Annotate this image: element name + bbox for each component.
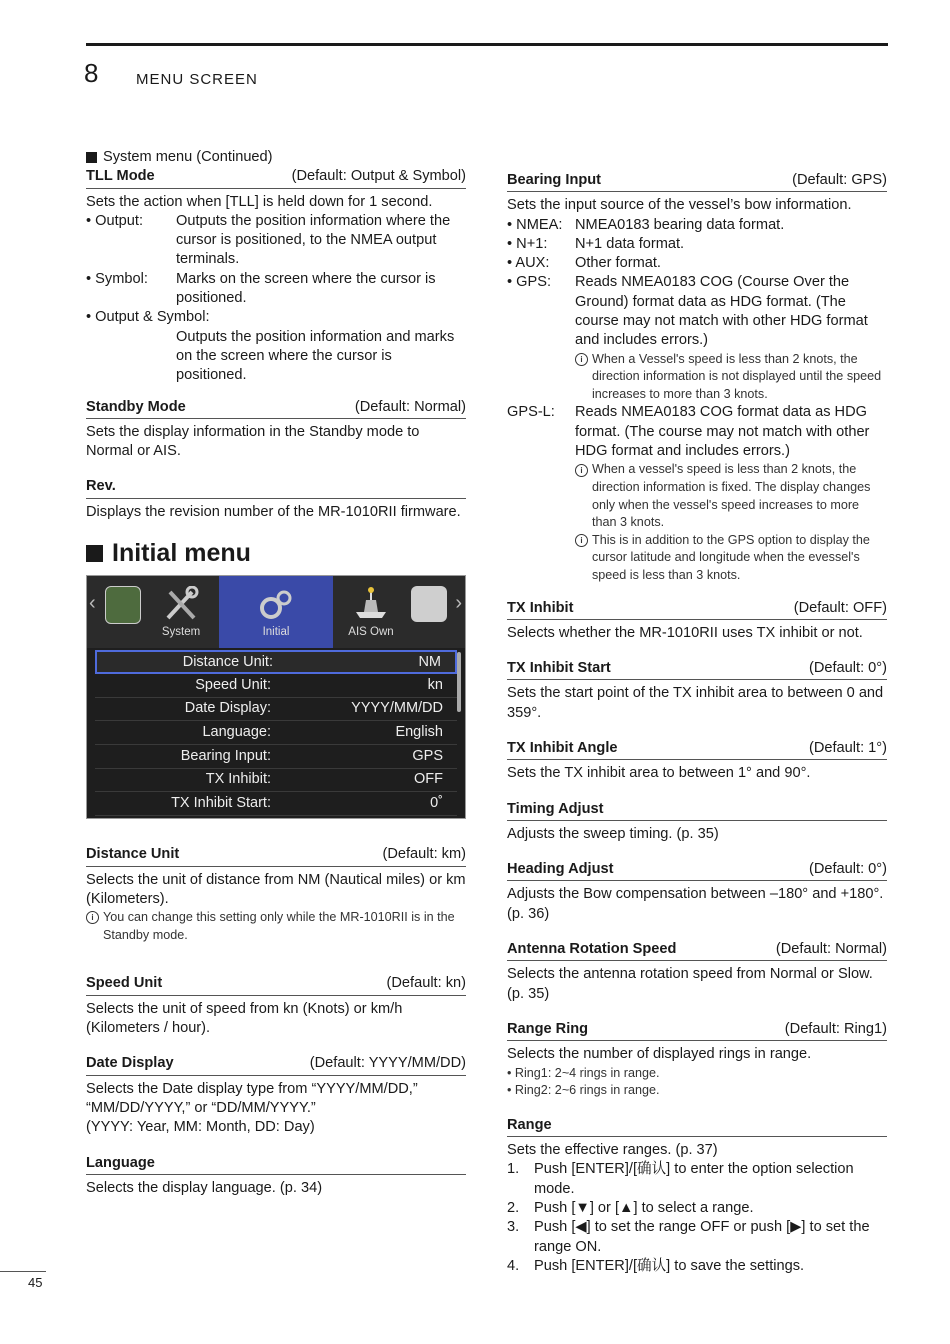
section-default: (Default: Ring1) — [784, 1020, 887, 1037]
section-tx-inhibit-start — [507, 659, 887, 723]
section-default: (Default: 1°) — [808, 739, 887, 756]
step-item: 1. Push [ENTER]/[确认] to enter the option selection mode. — [507, 1161, 854, 1197]
option-item: • Ring2: 2~6 rings in range. — [507, 1083, 660, 1098]
section-default: (Default: Output & Symbol) — [291, 168, 466, 185]
note: i When a vessel's speed is less than 2 knots, the direction information is fixed. The display changes only when the vessel's speed increases to more than 3 knots. — [507, 461, 887, 531]
section-desc: Selects the display language. (p. 34) — [86, 1179, 323, 1196]
scrollbar — [457, 652, 461, 712]
section-rev — [86, 477, 466, 522]
tab-ais-own: AIS Own — [333, 576, 409, 648]
section-default: (Default: 0°) — [808, 861, 887, 878]
option-item: • GPS: Reads NMEA0183 COG (Course Over the Ground) format data as HDG format. (The course may not match with other HDG format and includes errors.) — [507, 274, 868, 349]
section-title: Antenna Rotation Speed — [507, 941, 677, 958]
section-language — [86, 1154, 466, 1199]
section-title: TLL Mode — [86, 168, 155, 185]
section-title: Speed Unit — [86, 975, 163, 992]
chapter-title: MENU SCREEN — [136, 71, 258, 88]
menu-row-bearing-input: Bearing Input: GPS — [95, 745, 457, 769]
option-item: • Ring1: 2~4 rings in range. — [507, 1065, 660, 1080]
section-desc: Sets the display information in the Standby mode to Normal or AIS. — [86, 423, 420, 460]
menu-row-speed-unit: Speed Unit: kn — [95, 674, 457, 698]
right-column — [507, 171, 887, 1276]
option-item: • Output: Outputs the position information where the cursor is positioned, to the NMEA output terminals. — [86, 212, 451, 268]
chevron-left-icon: ‹ — [89, 592, 96, 615]
note: i You can change this setting only while the MR-1010RII is in the Standby mode. — [86, 909, 466, 944]
section-default: (Default: OFF) — [793, 599, 887, 616]
section-title: Distance Unit — [86, 846, 180, 863]
tab-system: System — [131, 576, 231, 648]
section-default: (Default: kn) — [386, 975, 466, 992]
menu-rows — [95, 650, 457, 816]
section-desc: (YYYY: Year, MM: Month, DD: Day) — [86, 1119, 315, 1136]
section-title: Bearing Input — [507, 172, 602, 188]
section-desc: Sets the TX inhibit area to between 1° and 90°. — [507, 765, 811, 782]
option-item: • N+1: N+1 data format. — [507, 235, 685, 252]
section-title: TX Inhibit Angle — [507, 739, 618, 756]
section-title: TX Inhibit Start — [507, 660, 611, 677]
section-antenna-rotation-speed — [507, 940, 887, 1004]
step-item: 3. Push [◀] to set the range OFF or push [▶] to set the range ON. — [507, 1219, 870, 1255]
section-heading-adjust — [507, 860, 887, 924]
menu-row-tx-inhibit: TX Inhibit: OFF — [95, 769, 457, 793]
section-title: Date Display — [86, 1055, 174, 1072]
gauges-icon — [411, 586, 447, 622]
menu-tab-bar — [87, 576, 465, 648]
section-range-ring — [507, 1020, 887, 1100]
boat-icon — [352, 586, 390, 622]
section-desc: Adjusts the Bow compensation between –180° and +180°. (p. 36) — [507, 886, 884, 922]
section-timing-adjust — [507, 800, 887, 845]
gears-icon — [257, 586, 295, 622]
section-desc: Sets the effective ranges. (p. 37) — [507, 1142, 718, 1159]
section-title: Standby Mode — [86, 398, 186, 415]
option-value: Outputs the position information and marks on the screen where the cursor is positioned. — [176, 328, 455, 384]
square-bullet-icon — [86, 545, 103, 562]
info-icon: i — [575, 353, 588, 366]
page-number: 45 — [28, 1275, 43, 1290]
section-standby-mode — [86, 398, 466, 462]
option-item: GPS-L: Reads NMEA0183 COG format data as HDG format. (The course may not match with other HDG format and includes errors.) — [507, 404, 870, 460]
section-desc: Selects the Date display type from “YYYY/MM/DD,” “MM/DD/YYYY,” or “DD/MM/YYYY.” — [86, 1080, 418, 1116]
section-distance-unit — [86, 845, 466, 944]
initial-menu-heading: Initial menu — [86, 544, 466, 563]
note: i When a Vessel's speed is less than 2 knots, the direction information is not displayed until the speed increases to more than 3 knots. — [507, 351, 887, 404]
menu-row-date-display: Date Display: YYYY/MM/DD — [95, 698, 457, 722]
section-desc: Sets the start point of the TX inhibit area to between 0 and 359°. — [507, 685, 884, 721]
section-title: Heading Adjust — [507, 861, 614, 878]
section-bearing-input — [507, 171, 887, 585]
menu-row-tx-inhibit-start: TX Inhibit Start: 0˚ — [95, 792, 457, 816]
section-title: Range Ring — [507, 1020, 589, 1037]
section-title: Range — [507, 1116, 552, 1133]
section-desc: Displays the revision number of the MR-1010RII firmware. — [86, 503, 461, 520]
section-tx-inhibit-angle — [507, 739, 887, 784]
chevron-right-icon: › — [455, 592, 462, 615]
section-desc: Selects the unit of distance from NM (Nautical miles) or km (Kilometers). — [86, 871, 466, 907]
step-item: 4. Push [ENTER]/[确认] to save the settings. — [507, 1257, 805, 1274]
option-item: • Symbol: Marks on the screen where the cursor is positioned. — [86, 270, 436, 307]
section-title: Rev. — [86, 478, 116, 495]
section-desc: Sets the input source of the vessel’s bow information. — [507, 197, 852, 214]
section-desc: Selects the unit of speed from kn (Knots) or km/h (Kilometers / hour). — [86, 1000, 403, 1037]
section-tll-mode — [86, 167, 466, 385]
section-desc: Adjusts the sweep timing. (p. 35) — [507, 825, 719, 842]
section-date-display — [86, 1054, 466, 1137]
system-continued: System menu (Continued) — [86, 148, 466, 167]
initial-menu-screenshot — [86, 575, 466, 819]
option-item: • AUX: Other format. — [507, 255, 661, 272]
footer-rule — [0, 1271, 46, 1272]
option-key: • Output & Symbol: — [86, 309, 210, 326]
tab-initial: Initial — [219, 576, 333, 648]
section-speed-unit — [86, 974, 466, 1038]
section-default: (Default: Normal) — [775, 941, 887, 958]
section-title: Language — [86, 1154, 155, 1171]
info-icon: i — [575, 464, 588, 477]
section-desc: Selects the antenna rotation speed from Normal or Slow. (p. 35) — [507, 966, 873, 1002]
option-item: • NMEA: NMEA0183 bearing data format. — [507, 216, 785, 233]
info-icon: i — [86, 911, 99, 924]
menu-row-language: Language: English — [95, 721, 457, 745]
section-default: (Default: YYYY/MM/DD) — [309, 1055, 466, 1072]
note: i This is in addition to the GPS option to display the cursor latitude and longitude when the evessel's speed is less than 3 knots. — [507, 532, 887, 585]
square-bullet-icon — [86, 152, 97, 163]
info-icon: i — [575, 534, 588, 547]
section-default: (Default: Normal) — [354, 398, 466, 415]
section-tx-inhibit — [507, 599, 887, 644]
menu-row-distance-unit: Distance Unit: NM — [95, 650, 457, 674]
tools-icon — [162, 586, 200, 622]
section-desc: Selects the number of displayed rings in range. — [507, 1046, 812, 1063]
section-desc: Selects whether the MR-1010RII uses TX inhibit or not. — [507, 624, 863, 641]
section-default: (Default: km) — [382, 846, 466, 863]
section-default: (Default: 0°) — [808, 660, 887, 677]
section-range — [507, 1116, 887, 1276]
left-column — [86, 148, 466, 1198]
section-default: (Default: GPS) — [792, 172, 887, 188]
header-rule — [86, 43, 888, 46]
chapter-number: 8 — [84, 58, 99, 88]
section-title: Timing Adjust — [507, 800, 604, 817]
section-desc: Sets the action when [TLL] is held down for 1 second. — [86, 193, 433, 210]
step-item: 2. Push [▼] or [▲] to select a range. — [507, 1199, 754, 1216]
section-title: TX Inhibit — [507, 599, 574, 616]
